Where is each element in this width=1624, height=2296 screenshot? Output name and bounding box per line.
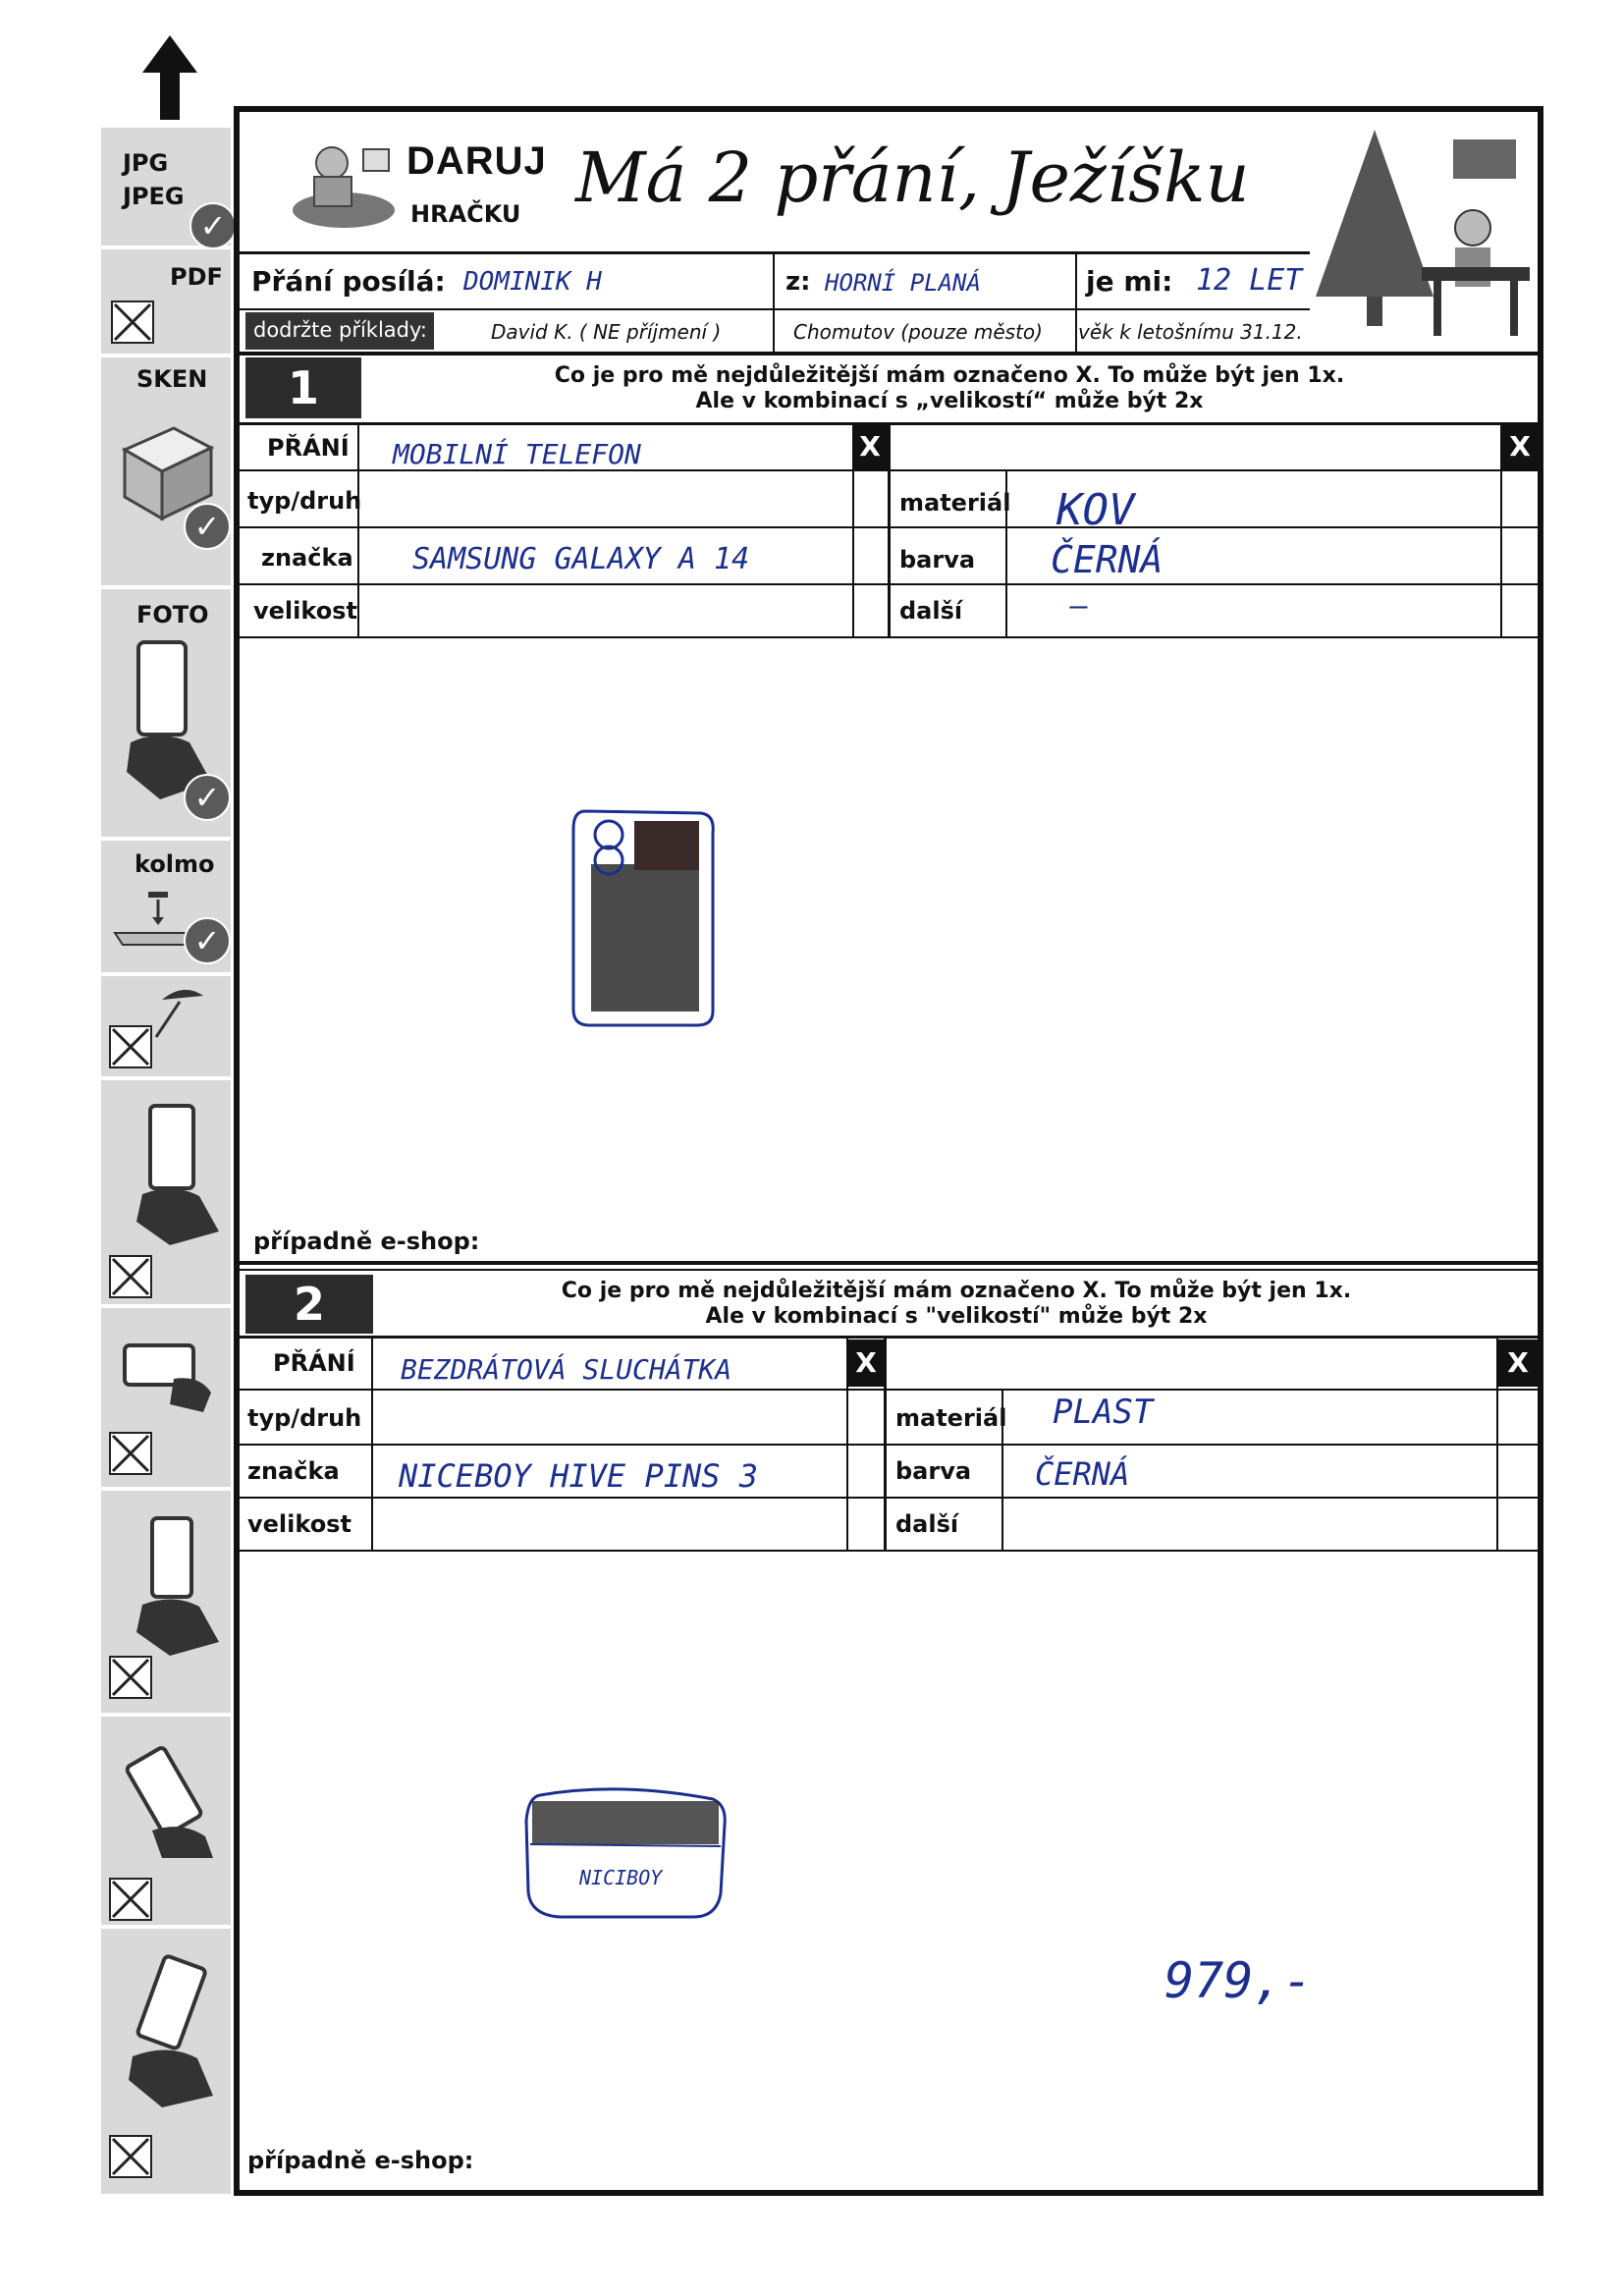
other-value: — [1070, 589, 1089, 624]
importance-x-mark: X [848, 1339, 884, 1387]
wish-value: MOBILNÍ TELEFON [393, 438, 641, 470]
check-icon: ✓ [184, 917, 231, 964]
color-value: ČERNÁ [1051, 538, 1164, 581]
header-divider [240, 251, 1310, 254]
wish-grid-line [888, 424, 891, 636]
wish-note [365, 363, 1534, 414]
section-divider [240, 1269, 1538, 1271]
other-label: další [899, 597, 963, 625]
wish-grid-line [240, 1550, 1538, 1552]
color-label: barva [895, 1457, 972, 1485]
header-divider [1075, 251, 1077, 352]
side-label-photo: FOTO [136, 601, 209, 629]
examples-label: dodržte příklady: [253, 318, 427, 342]
side-cell-perpendicular [101, 841, 231, 974]
earphones-case-drawing [520, 1785, 731, 1923]
size-label: velikost [253, 597, 357, 625]
tilted-phone-icon [123, 1742, 221, 1860]
cross-box-icon [109, 1025, 152, 1068]
material-value: PLAST [1053, 1393, 1154, 1432]
cross-box-icon [109, 1432, 152, 1475]
side-label-jpeg: JPEG [123, 183, 185, 210]
from-label: z: [785, 267, 811, 297]
eshop-label: případně e-shop: [253, 1228, 480, 1255]
other-label: další [895, 1510, 959, 1538]
importance-x-mark: X [1502, 424, 1538, 469]
material-label: materiál [899, 489, 1011, 517]
side-cell-scan [101, 357, 231, 587]
brand-value: NICEBOY HIVE PINS 3 [399, 1457, 759, 1495]
brand-label: značka [247, 1457, 340, 1485]
page-title: Má 2 přání, Ježíšku [575, 137, 1250, 218]
wish-label: PŘÁNÍ [273, 1349, 355, 1377]
side-label-scan: SKEN [136, 365, 208, 393]
wish-grid-line [371, 1338, 373, 1550]
wish-grid-line [240, 1444, 1538, 1446]
wish-note-line-2: Ale v kombinací s "velikostí" může být 2x [705, 1304, 1208, 1329]
brand-value: SAMSUNG GALAXY A 14 [412, 542, 750, 576]
wish-note [377, 1279, 1536, 1330]
color-value: ČERNÁ [1035, 1455, 1130, 1493]
check-icon: ✓ [184, 503, 231, 550]
tilted-phone-icon [123, 1952, 221, 2109]
side-label-perpendicular: kolmo [135, 850, 215, 878]
christmas-tree-boy-icon [1306, 120, 1538, 352]
age-label: je mi: [1086, 265, 1173, 298]
side-cell-example-3 [101, 1491, 231, 1715]
check-icon: ✓ [189, 202, 237, 249]
cross-box-icon [111, 301, 154, 344]
cross-box-icon [109, 1255, 152, 1298]
form-frame [234, 106, 1543, 2196]
logo-hracku: HRAČKU [410, 200, 521, 228]
side-cell-pdf [101, 249, 231, 355]
header-divider [773, 251, 775, 352]
wish-grid-line [884, 1338, 887, 1550]
side-cell-example-4 [101, 1717, 231, 1927]
type-label: typ/druh [247, 487, 362, 515]
from-value: HORNÍ PLANÁ [825, 269, 981, 297]
wish-note-line-1: Co je pro mě nejdůležitější mám označeno X. To může být jen 1x. [554, 363, 1345, 388]
up-arrow-icon [140, 35, 199, 120]
header-divider [240, 308, 1310, 310]
phone-in-hand-icon [131, 1510, 225, 1658]
wish-label: PŘÁNÍ [267, 434, 350, 462]
example-age: věk k letošnímu 31.12. [1078, 320, 1303, 344]
sender-label: Přání posílá: [251, 265, 446, 298]
wish-number: 1 [245, 357, 361, 418]
eshop-label: případně e-shop: [247, 2147, 474, 2174]
earphones-case-drawing-label: NICIBOY [579, 1866, 663, 1889]
importance-x-mark: X [852, 424, 888, 469]
section-divider [240, 1261, 1538, 1265]
cross-box-icon [109, 1656, 152, 1699]
phone-drawing [566, 803, 723, 1031]
logo-daruj: DARUJ [406, 139, 547, 183]
brand-label: značka [261, 544, 353, 572]
header-divider [240, 352, 1538, 355]
wish-note-line-2: Ale v kombinací s „velikostí“ může být 2x [695, 389, 1204, 413]
wish-grid-line [357, 424, 359, 636]
material-label: materiál [895, 1404, 1007, 1432]
gift-child-icon [287, 128, 403, 232]
color-label: barva [899, 546, 976, 574]
material-value: KOV [1056, 485, 1135, 535]
side-cell-example-1 [101, 1080, 231, 1306]
cross-box-icon [109, 1878, 152, 1921]
example-name: David K. ( NE příjmení ) [491, 320, 722, 344]
phone-in-hand-icon [131, 1100, 225, 1247]
wish-grid-line [240, 1336, 1538, 1339]
side-cell-example-5 [101, 1929, 231, 2194]
sender-value: DOMINIK H [463, 267, 602, 297]
side-label-pdf: PDF [170, 263, 223, 291]
wish-grid-line [240, 1497, 1538, 1499]
importance-x-mark: X [1498, 1339, 1538, 1387]
side-cell-example-2 [101, 1308, 231, 1489]
angled-phone-icon [150, 982, 219, 1041]
wish-note-line-1: Co je pro mě nejdůležitější mám označeno X. To může být jen 1x. [561, 1279, 1352, 1303]
wish-value: BEZDRÁTOVÁ SLUCHÁTKA [401, 1353, 732, 1386]
age-value: 12 LET [1196, 263, 1303, 298]
cross-box-icon [109, 2135, 152, 2178]
price-note: 979,- [1164, 1952, 1313, 2009]
side-cell-jpg [101, 128, 231, 247]
type-label: typ/druh [247, 1404, 362, 1432]
side-cell-photo [101, 589, 231, 839]
wish-grid-line [240, 1389, 1538, 1391]
wish-number: 2 [245, 1275, 373, 1334]
example-city: Chomutov (pouze město) [793, 320, 1043, 344]
size-label: velikost [247, 1510, 352, 1538]
check-icon: ✓ [184, 774, 231, 821]
side-cell-angled [101, 976, 231, 1078]
wish-grid-line [240, 636, 1538, 638]
phone-landscape-icon [115, 1336, 217, 1414]
side-label-jpg: JPG [123, 149, 169, 177]
